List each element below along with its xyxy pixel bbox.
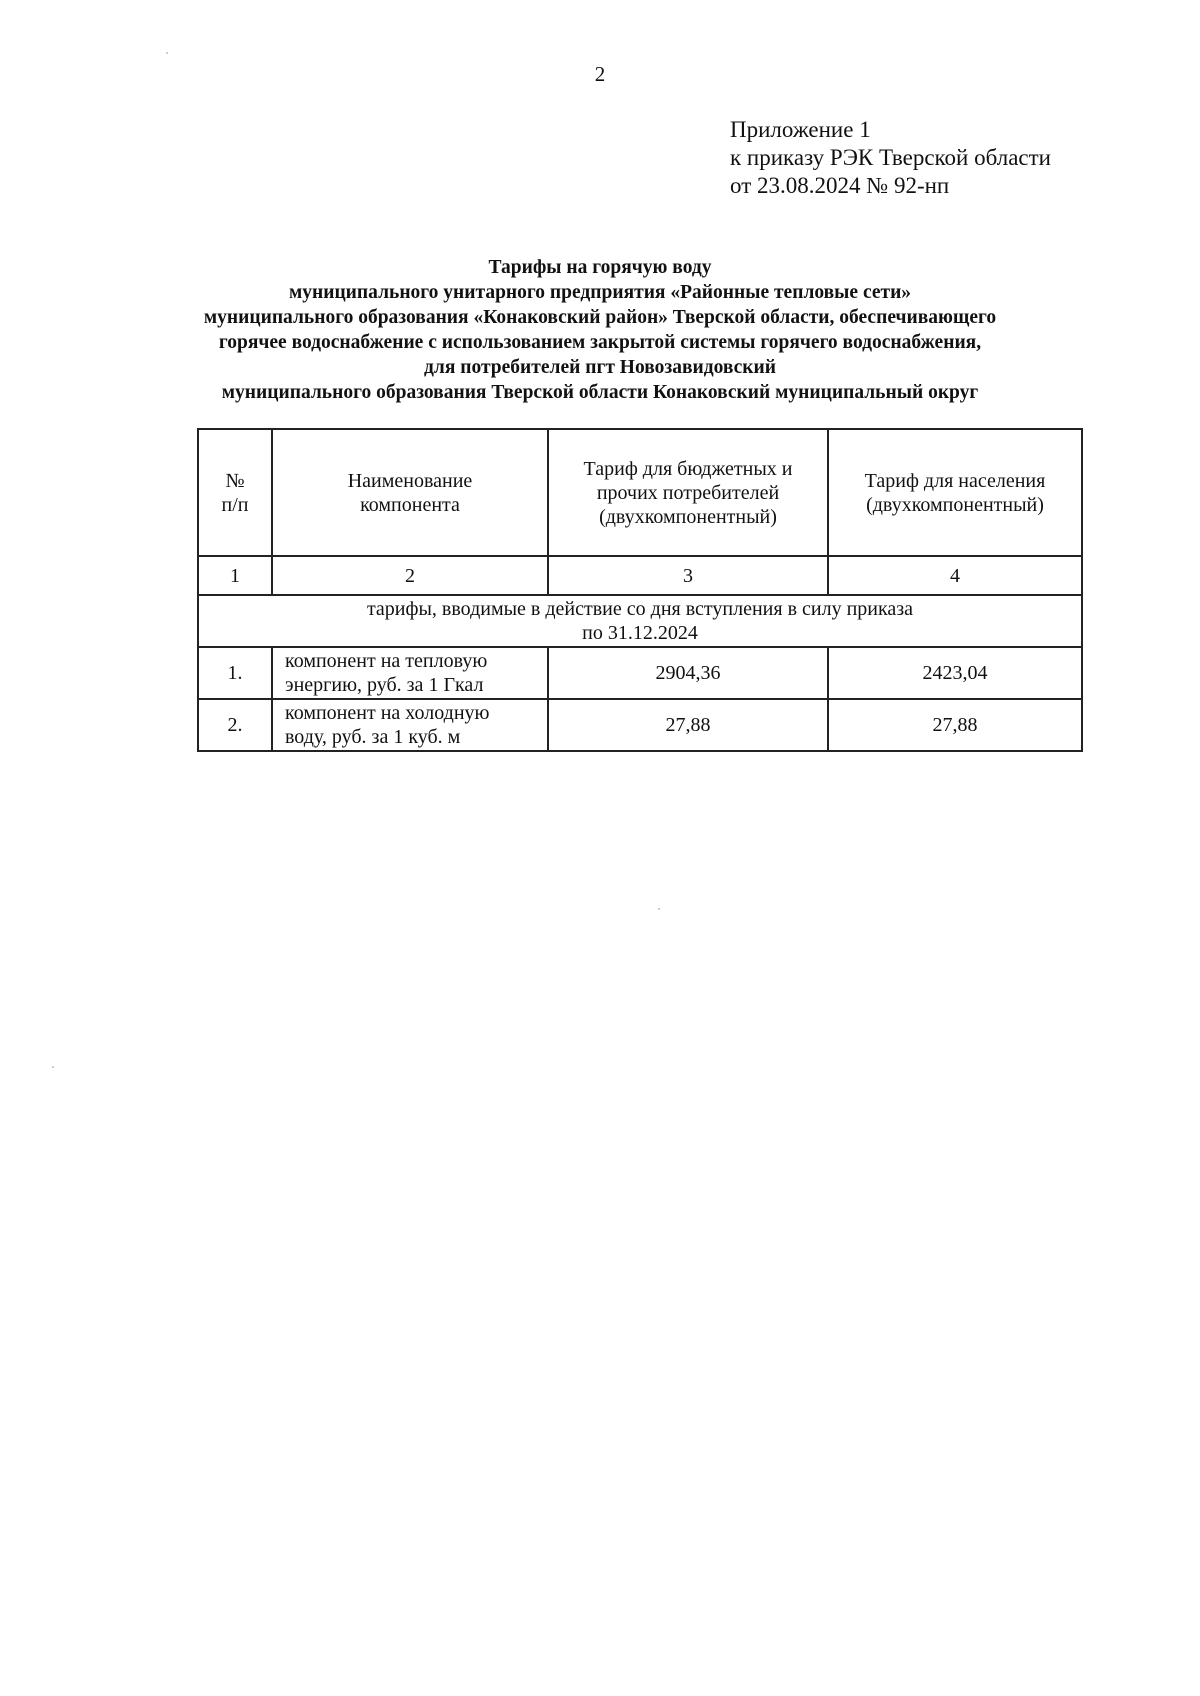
period-cell bbox=[198, 595, 1082, 647]
document-title bbox=[150, 255, 1050, 405]
row-component-name bbox=[272, 647, 548, 699]
appendix-line: Приложение 1 bbox=[730, 117, 871, 142]
title-line: муниципального унитарного предприятия «Районные тепловые сети» bbox=[288, 282, 912, 303]
column-number: 2 bbox=[272, 556, 548, 595]
scan-dot bbox=[52, 1066, 54, 1068]
row-budget-tariff: 2904,36 bbox=[548, 647, 828, 699]
row-population-tariff: 2423,04 bbox=[828, 647, 1082, 699]
column-number-row bbox=[198, 556, 1082, 595]
component-name-line1: компонент на холодную bbox=[285, 702, 490, 724]
title-line: муниципального образования «Конаковский район» Тверской области, обеспечивающего bbox=[203, 307, 997, 328]
period-line2: по 31.12.2024 bbox=[582, 622, 698, 644]
header-budget-line2: прочих потребителей bbox=[596, 481, 780, 504]
header-budget-line3: (двухкомпонентный) bbox=[599, 505, 777, 528]
row-component-name bbox=[272, 699, 548, 751]
header-budget-tariff bbox=[548, 429, 828, 556]
header-name-line1: Наименование bbox=[347, 469, 473, 492]
header-population-line2: (двухкомпонентный) bbox=[866, 493, 1044, 516]
scan-dot bbox=[166, 52, 168, 54]
header-population-tariff bbox=[828, 429, 1082, 556]
row-number: 2. bbox=[198, 699, 272, 751]
header-number-line1: № bbox=[225, 469, 245, 492]
column-number: 4 bbox=[828, 556, 1082, 595]
title-line: муниципального образования Тверской области Конаковский муниципальный округ bbox=[221, 382, 979, 403]
period-row bbox=[198, 595, 1082, 647]
period-line1: тарифы, вводимые в действие со дня вступления в силу приказа bbox=[366, 598, 914, 620]
component-name-line2: энергию, руб. за 1 Гкал bbox=[285, 674, 484, 696]
row-number: 1. bbox=[198, 647, 272, 699]
header-budget-line1: Тариф для бюджетных и bbox=[583, 457, 793, 480]
header-number bbox=[198, 429, 272, 556]
row-population-tariff: 27,88 bbox=[828, 699, 1082, 751]
header-population-line1: Тариф для населения bbox=[864, 469, 1046, 492]
appendix-reference bbox=[730, 116, 1170, 200]
column-number: 1 bbox=[198, 556, 272, 595]
header-number-line2: п/п bbox=[221, 493, 249, 516]
tariff-table bbox=[197, 428, 1083, 752]
column-number: 3 bbox=[548, 556, 828, 595]
title-line: для потребителей пгт Новозавидовский bbox=[424, 357, 776, 378]
header-name-line2: компонента bbox=[360, 493, 460, 516]
appendix-order-line: к приказу РЭК Тверской области bbox=[730, 145, 1051, 170]
title-line: горячее водоснабжение с использованием закрытой системы горячего водоснабжения, bbox=[218, 332, 982, 353]
page-number: 2 bbox=[594, 62, 606, 86]
table-header-row bbox=[198, 429, 1082, 556]
table-row bbox=[198, 647, 1082, 699]
header-component-name bbox=[272, 429, 548, 556]
component-name-line2: воду, руб. за 1 куб. м bbox=[285, 726, 461, 748]
table-row bbox=[198, 699, 1082, 751]
title-line: Тарифы на горячую воду bbox=[488, 257, 712, 278]
appendix-date-line: от 23.08.2024 № 92-нп bbox=[730, 173, 950, 198]
component-name-line1: компонент на тепловую bbox=[285, 650, 488, 672]
scan-dot bbox=[658, 908, 660, 910]
row-budget-tariff: 27,88 bbox=[548, 699, 828, 751]
